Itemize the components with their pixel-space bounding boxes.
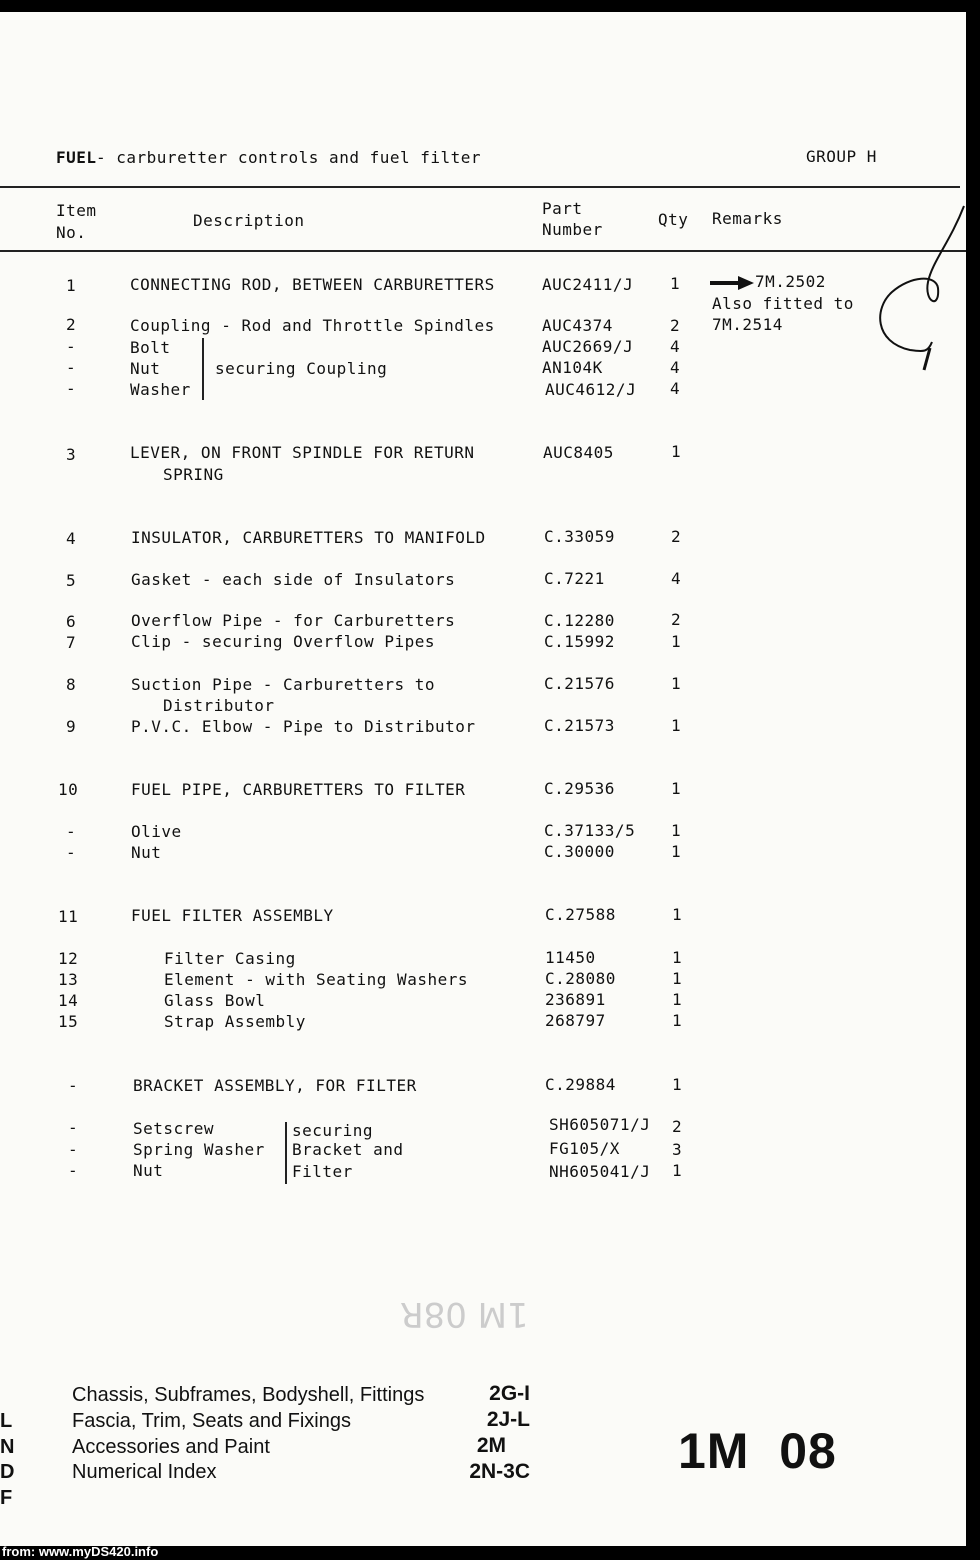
remark-2: Also fitted to <box>712 294 854 313</box>
row-12-desc: P.V.C. Elbow - Pipe to Distributor <box>131 717 476 736</box>
row-1-desc: CONNECTING ROD, BETWEEN CARBURETTERS <box>130 275 495 294</box>
row-3-desc: Bolt <box>130 338 171 357</box>
row-9-qty: 2 <box>671 610 682 629</box>
source-caption: from: www.myDS420.info <box>2 1544 159 1559</box>
row-13-qty: 1 <box>671 779 682 798</box>
col-qty: Qty <box>658 210 689 229</box>
row-6-desc: LEVER, ON FRONT SPINDLE FOR RETURN <box>130 443 475 462</box>
fiche-stamp: 1M 08R <box>400 1294 529 1334</box>
row-2-part: AUC4374 <box>542 316 613 335</box>
index-entry-4-label: Numerical Index <box>72 1461 217 1483</box>
row-6-item: 3 <box>66 445 77 464</box>
row-2-qty: 2 <box>670 316 681 335</box>
col-item-2: No. <box>56 223 87 242</box>
row-13-item: 10 <box>58 780 79 799</box>
row-4-item: - <box>66 358 77 377</box>
row-2-desc: Coupling - Rod and Throttle Spindles <box>130 316 495 335</box>
row-18-part: C.28080 <box>545 969 616 988</box>
row-14-desc: Olive <box>131 822 182 841</box>
row-5-part: AUC4612/J <box>545 380 637 399</box>
row-4-part: AN104K <box>542 358 603 377</box>
row-11-desc-cont: Distributor <box>163 696 275 715</box>
row-9-part: C.12280 <box>544 611 615 630</box>
group-label: GROUP H <box>806 147 877 166</box>
row-8-desc: Gasket - each side of Insulators <box>131 570 456 589</box>
row-18-desc: Element - with Seating Washers <box>164 970 468 989</box>
row-20-part: 268797 <box>545 1011 606 1030</box>
index-entry-1-label: Chassis, Subframes, Bodyshell, Fittings <box>72 1384 425 1406</box>
remark-3: 7M.2514 <box>712 315 783 334</box>
row-17-desc: Filter Casing <box>164 949 296 968</box>
row-7-item: 4 <box>66 529 77 548</box>
row-15-part: C.30000 <box>544 842 615 861</box>
index-entry-4-code: 2N-3C <box>469 1460 530 1483</box>
col-part-1: Part <box>542 199 583 218</box>
row-17-qty: 1 <box>672 948 683 967</box>
row-7-desc: INSULATOR, CARBURETTERS TO MANIFOLD <box>131 528 486 547</box>
row-22-qty: 2 <box>672 1117 683 1136</box>
row-5-item: - <box>66 379 77 398</box>
index-entry-2-code: 2J-L <box>486 1408 530 1431</box>
coupling-note: securing Coupling <box>215 359 388 378</box>
row-13-part: C.29536 <box>544 779 615 798</box>
row-12-item: 9 <box>66 717 77 736</box>
row-17-item: 12 <box>58 949 79 968</box>
row-14-part: C.37133/5 <box>544 821 636 840</box>
row-17-part: 11450 <box>545 948 596 967</box>
side-letter-d: D <box>0 1461 15 1483</box>
row-21-item: - <box>68 1076 79 1095</box>
col-description: Description <box>193 211 305 230</box>
row-14-item: - <box>66 822 77 841</box>
row-19-qty: 1 <box>672 990 683 1009</box>
row-16-part: C.27588 <box>545 905 616 924</box>
row-13-desc: FUEL PIPE, CARBURETTERS TO FILTER <box>131 780 466 799</box>
row-23-item: - <box>68 1140 79 1159</box>
index-entry-2-label: Fascia, Trim, Seats and Fixings <box>72 1410 351 1432</box>
side-letter-n: N <box>0 1436 15 1458</box>
row-11-desc: Suction Pipe - Carburetters to <box>131 675 435 694</box>
side-letter-l: L <box>0 1410 13 1432</box>
row-14-qty: 1 <box>671 821 682 840</box>
row-4-qty: 4 <box>670 358 681 377</box>
row-20-item: 15 <box>58 1012 79 1031</box>
row-6-qty: 1 <box>671 442 682 461</box>
row-10-desc: Clip - securing Overflow Pipes <box>131 632 435 651</box>
row-9-desc: Overflow Pipe - for Carburetters <box>131 611 456 630</box>
row-6-desc-cont: SPRING <box>163 465 224 484</box>
fiche-reference: 1M 08 <box>678 1423 837 1479</box>
row-22-item: - <box>68 1118 79 1137</box>
index-entry-3-label: Accessories and Paint <box>72 1436 270 1458</box>
row-19-part: 236891 <box>545 990 606 1009</box>
bracket-note-1: securing <box>292 1121 374 1140</box>
row-7-qty: 2 <box>671 527 682 546</box>
row-19-item: 14 <box>58 991 79 1010</box>
row-20-qty: 1 <box>672 1011 683 1030</box>
row-7-part: C.33059 <box>544 527 615 546</box>
bracket-note-2: Bracket and <box>292 1140 404 1159</box>
bracket-brace <box>285 1122 287 1184</box>
row-3-part: AUC2669/J <box>542 337 634 356</box>
row-3-item: - <box>66 337 77 356</box>
row-8-part: C.7221 <box>544 569 605 588</box>
row-16-qty: 1 <box>672 905 683 924</box>
row-24-qty: 1 <box>672 1161 683 1180</box>
row-1-item: 1 <box>66 276 77 295</box>
col-part-2: Number <box>542 220 603 239</box>
row-24-desc: Nut <box>133 1161 164 1180</box>
row-21-desc: BRACKET ASSEMBLY, FOR FILTER <box>133 1076 417 1095</box>
row-5-desc: Washer <box>130 380 191 399</box>
side-letter-f: F <box>0 1487 13 1509</box>
row-4-desc: Nut <box>130 359 161 378</box>
row-11-item: 8 <box>66 675 77 694</box>
row-16-item: 11 <box>58 907 79 926</box>
arrow-right-icon <box>710 276 754 290</box>
coupling-brace <box>202 338 204 400</box>
row-22-part: SH605071/J <box>549 1115 651 1134</box>
header-rule <box>0 186 960 188</box>
row-1-qty: 1 <box>670 274 681 293</box>
row-22-desc: Setscrew <box>133 1119 215 1138</box>
row-15-qty: 1 <box>671 842 682 861</box>
row-20-desc: Strap Assembly <box>164 1012 306 1031</box>
remark-1: 7M.2502 <box>755 272 826 291</box>
row-15-item: - <box>66 843 77 862</box>
handwritten-bracket-mark <box>870 202 966 372</box>
index-entry-1-code: 2G-I <box>489 1382 530 1405</box>
row-10-part: C.15992 <box>544 632 615 651</box>
row-24-part: NH605041/J <box>549 1162 651 1181</box>
document-page <box>0 12 966 1546</box>
row-1-part: AUC2411/J <box>542 275 634 294</box>
row-8-item: 5 <box>66 571 77 590</box>
bracket-note-3: Filter <box>292 1162 353 1181</box>
row-2-item: 2 <box>66 315 77 334</box>
row-8-qty: 4 <box>671 569 682 588</box>
row-23-desc: Spring Washer <box>133 1140 265 1159</box>
row-18-qty: 1 <box>672 969 683 988</box>
row-24-item: - <box>68 1161 79 1180</box>
row-23-part: FG105/X <box>549 1139 620 1158</box>
row-21-qty: 1 <box>672 1075 683 1094</box>
row-12-qty: 1 <box>671 716 682 735</box>
row-23-qty: 3 <box>672 1140 683 1159</box>
row-12-part: C.21573 <box>544 716 615 735</box>
title-bold: FUEL <box>56 148 97 167</box>
column-rule <box>0 250 966 252</box>
row-18-item: 13 <box>58 970 79 989</box>
row-15-desc: Nut <box>131 843 162 862</box>
page-title: - carburetter controls and fuel filter <box>96 148 482 167</box>
row-16-desc: FUEL FILTER ASSEMBLY <box>131 906 334 925</box>
col-remarks: Remarks <box>712 209 783 228</box>
row-10-qty: 1 <box>671 632 682 651</box>
row-10-item: 7 <box>66 633 77 652</box>
row-6-part: AUC8405 <box>543 443 614 462</box>
row-11-qty: 1 <box>671 674 682 693</box>
row-19-desc: Glass Bowl <box>164 991 266 1010</box>
row-5-qty: 4 <box>670 379 681 398</box>
row-3-qty: 4 <box>670 337 681 356</box>
row-21-part: C.29884 <box>545 1075 616 1094</box>
col-item-1: Item <box>56 201 97 220</box>
row-11-part: C.21576 <box>544 674 615 693</box>
index-entry-3-code: 2M <box>476 1434 506 1457</box>
row-9-item: 6 <box>66 612 77 631</box>
